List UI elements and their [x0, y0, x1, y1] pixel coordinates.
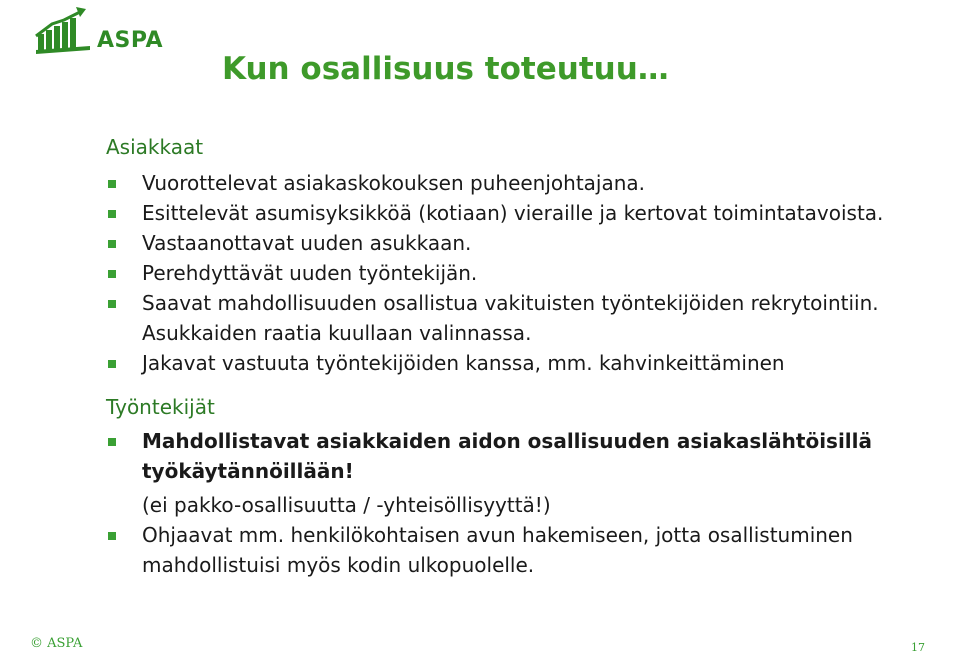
bullet-icon	[108, 180, 116, 188]
bullet-icon	[108, 270, 116, 278]
list-item-text: Esittelevät asumisyksikköä (kotiaan) vieraille ja kertovat toimintatavoista.	[142, 201, 884, 225]
aspa-logo	[34, 6, 164, 56]
list-item	[106, 348, 946, 378]
bullet-icon	[108, 300, 116, 308]
bullet-icon	[108, 240, 116, 248]
list-item	[106, 288, 946, 348]
page-title: Kun osallisuus toteutuu…	[222, 51, 669, 87]
footer-copyright: © ASPA	[30, 636, 83, 651]
tyontekijat-list	[106, 426, 946, 580]
list-item	[106, 426, 946, 520]
bullet-icon	[108, 210, 116, 218]
list-item-text: Saavat mahdollisuuden osallistua vakituisten työntekijöiden rekrytointiin. Asukkaiden raatia kuullaan valinnassa.	[142, 291, 879, 345]
section-heading-asiakkaat: Asiakkaat	[106, 135, 204, 159]
bullet-icon	[108, 360, 116, 368]
list-item	[106, 520, 946, 580]
bullet-icon	[108, 438, 116, 446]
logo-text: ASPA	[97, 28, 164, 53]
list-item-text: Perehdyttävät uuden työntekijän.	[142, 261, 478, 285]
list-item-text: Jakavat vastuuta työntekijöiden kanssa, mm. kahvinkeittäminen	[142, 351, 785, 375]
slide-content	[106, 132, 946, 580]
page-number: 17	[911, 641, 925, 654]
list-item	[106, 168, 946, 198]
list-item	[106, 228, 946, 258]
list-item-text: Ohjaavat mm. henkilökohtaisen avun hakemiseen, jotta osallistuminen mahdollistuisi myös kodin ulkopuolelle.	[142, 523, 853, 577]
list-item	[106, 198, 946, 228]
list-item-text: Vuorottelevat asiakaskokouksen puheenjohtajana.	[142, 171, 646, 195]
list-item-text: Vastaanottavat uuden asukkaan.	[142, 231, 472, 255]
bullet-icon	[108, 532, 116, 540]
bar-chart-arrow-icon	[34, 6, 94, 56]
list-item-text: Mahdollistavat asiakkaiden aidon osallisuuden asiakaslähtöisillä työkäytännöillään!	[142, 429, 873, 483]
list-item-note: (ei pakko-osallisuutta / -yhteisöllisyyttä!)	[142, 493, 551, 517]
section-heading-tyontekijat: Työntekijät	[106, 395, 215, 419]
list-item	[106, 258, 946, 288]
asiakkaat-list	[106, 168, 946, 378]
